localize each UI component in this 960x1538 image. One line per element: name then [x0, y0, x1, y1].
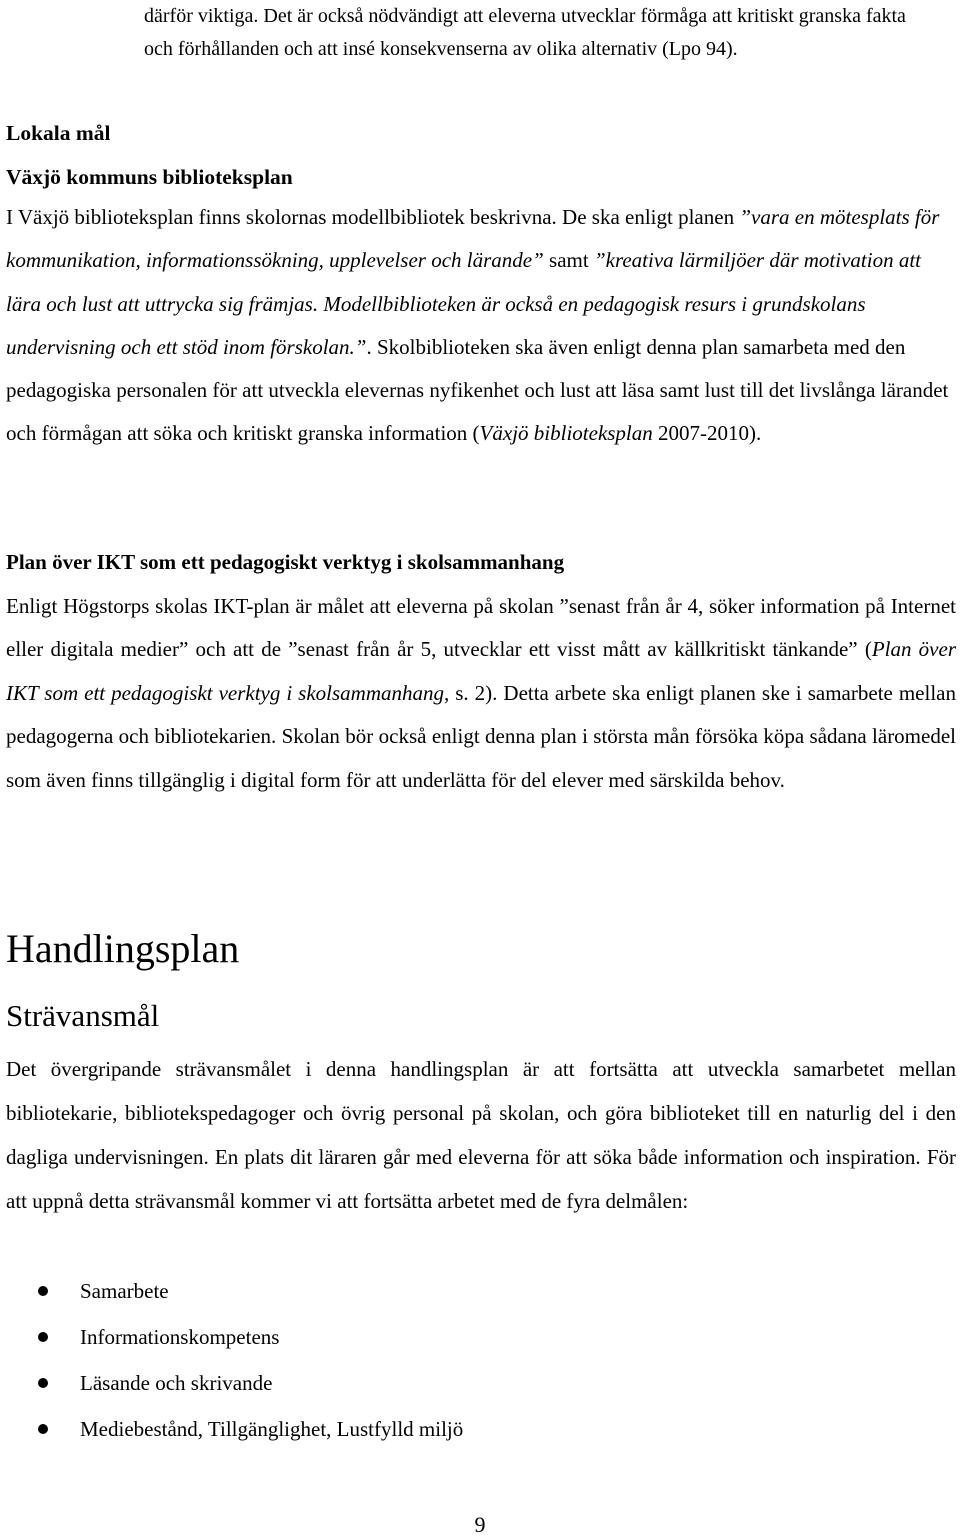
ikt-heading: Plan över IKT som ett pedagogiskt verktyg i skolsammanhang [6, 550, 565, 574]
list-item [0, 1268, 463, 1314]
vaxjo-text-3: . Skolbiblioteken ska även enligt denna plan samarbeta med den pedagogiska personalen för att utveckla elevernas nyfikenhet och lust att läsa samt lust till det livslånga lärandet och förmågan att söka och kritiskt granska information ( [6, 334, 949, 446]
local-goals-heading: Lokala mål [6, 121, 111, 145]
handlingsplan-heading: Handlingsplan [6, 926, 240, 971]
list-item [0, 1314, 463, 1360]
stravansmal-text: Det övergripande strävansmålet i denna handlingsplan är att fortsätta att utveckla samarbetet mellan bibliotekarie, bibliotekspedagoger och övrig personal på skolan, och göra biblioteket till en naturlig del i den dagliga undervisningen. En plats dit läraren går med eleverna för att söka både information och inspiration. För att uppnå detta strävansmål kommer vi att fortsätta arbetet med de fyra delmålen: [6, 1057, 956, 1213]
vaxjo-text-4: 2007-2010). [652, 421, 762, 446]
bullet-icon [38, 1286, 48, 1296]
intro-paragraph [6, 0, 956, 66]
bullet-icon [38, 1378, 48, 1388]
intro-line-1: därför viktiga. Det är också nödvändigt att eleverna utvecklar förmåga att kritiskt granska fakta [144, 5, 906, 27]
vaxjo-citation: Växjö biblioteksplan [479, 421, 653, 446]
vaxjo-text-1: I Växjö biblioteksplan finns skolornas modellbibliotek beskrivna. De ska enligt planen [6, 205, 740, 229]
vaxjo-plan-paragraph [6, 196, 956, 456]
vaxjo-quote-1: ”vara en mötesplats för kommunikation, informationssökning, upplevelser och lärande” [6, 205, 940, 273]
list-item [0, 1360, 463, 1406]
ikt-section [6, 541, 956, 802]
list-item-label: Läsande och skrivande [80, 1371, 273, 1395]
page-number: 9 [474, 1512, 486, 1537]
bullet-icon [38, 1332, 48, 1342]
vaxjo-quote-2: ”kreativa lärmiljöer där motivation att lära och lust att uttrycka sig främjas. Modellbiblioteken är också en pedagogisk resurs i grundskolans undervisning och ett stöd inom förskolan.” [6, 248, 921, 359]
local-goals-section [6, 111, 956, 199]
vaxjo-text-2: samt [543, 248, 594, 273]
intro-line-2: och förhållanden och att insé konsekvenserna av olika alternativ (Lpo 94). [144, 38, 738, 60]
subgoals-list [0, 1268, 463, 1452]
stravansmal-heading: Strävansmål [6, 998, 160, 1033]
list-item-label: Mediebestånd, Tillgänglighet, Lustfylld miljö [80, 1417, 464, 1441]
list-item [0, 1406, 463, 1452]
stravansmal-paragraph [6, 1047, 956, 1223]
list-item-label: Informationskompetens [80, 1325, 280, 1349]
vaxjo-plan-subheading: Växjö kommuns biblioteksplan [6, 165, 293, 189]
list-item-label: Samarbete [80, 1279, 169, 1303]
ikt-citation: Plan över IKT som ett pedagogiskt verktyg i skolsammanhang, [6, 637, 956, 705]
ikt-text-1: Enligt Högstorps skolas IKT-plan är målet att eleverna på skolan ”senast från år 4, söker information på Internet eller digitala medier” och att de ”senast från år 5, utvecklar ett visst mått av källkritiskt tänkande” ( [6, 593, 956, 661]
bullet-icon [38, 1424, 48, 1434]
ikt-text-2: s. 2). Detta arbete ska enligt planen ske i samarbete mellan pedagogerna och bibliotekarien. Skolan bör också enligt denna plan i största mån försöka köpa sådana läromedel som även finns tillgänglig i digital form för att underlätta för del elever med särskilda behov. [6, 680, 956, 792]
